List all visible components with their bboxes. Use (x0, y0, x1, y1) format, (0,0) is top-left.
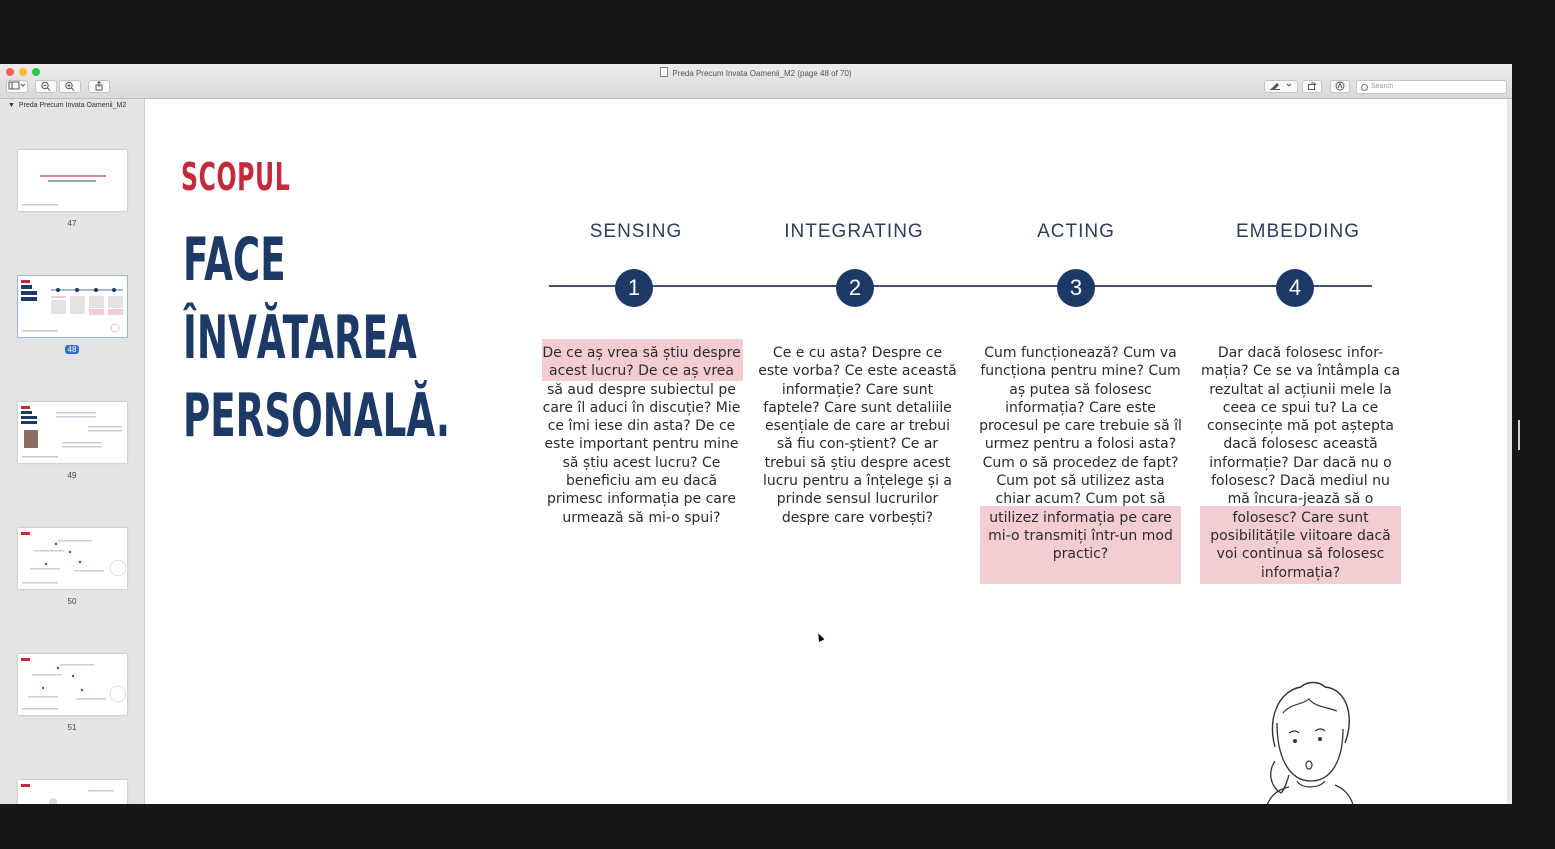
page-thumbnail-51[interactable] (18, 654, 127, 715)
thumbnail-preview (18, 780, 127, 804)
timeline-line (549, 285, 1372, 287)
markup-pen-button[interactable] (1264, 80, 1298, 93)
stage-text-acting: Cum funcționează? Cum va funcționa pentru mine? Cum aș putea să folosesc informația? Care este procesul pe care trebuie să îl urmez pentru a folosi asta? Cum o să procedez de fapt? Cum pot să utilizez asta chiar acum? Cum pot să utilizez informația pe care mi-o transmiți într-un mod practic? (979, 345, 1182, 563)
sidebar-document-header[interactable]: ▼ Preda Precum Invata Oamenii_M2 (8, 102, 127, 109)
page-label-47: 47 (67, 219, 77, 228)
search-icon (1361, 84, 1368, 91)
window-title: Preda Precum Invata Oamenii_M2 (page 48 of 70) (0, 67, 1512, 78)
thumbnail-preview (18, 402, 127, 463)
screen-edge-handle (1518, 420, 1520, 450)
rotate-button[interactable] (1302, 80, 1322, 93)
thumbnail-preview (18, 150, 127, 211)
page-label-50: 50 (67, 597, 77, 606)
sidebar-toggle-button[interactable] (6, 80, 28, 93)
thinking-person-illustration (1257, 677, 1357, 804)
rotate-icon (1307, 81, 1317, 91)
stage-number-4: 4 (1276, 269, 1314, 307)
stage-text-integrating: Ce e cu asta? Despre ce este vorba? Ce este această informație? Care sunt faptele? Care sunt detaliile esențiale de care ar trebui să fiu con-știent? Ce ar trebui să știu despre acest lucru pentru a înțelege și a prinde sensul lucrurilor despre care vorbești? (758, 345, 957, 526)
stage-title-integrating: INTEGRATING (784, 221, 924, 242)
page-label-48: 48 (0, 345, 144, 354)
stage-number-1: 1 (615, 269, 653, 307)
thumbnail-sidebar (0, 99, 145, 804)
page-thumbnail-49[interactable] (18, 402, 127, 463)
preview-window (0, 64, 1512, 804)
stage-title-embedding: EMBEDDING (1235, 221, 1361, 242)
document-icon (660, 67, 668, 77)
thumbnail-preview (18, 276, 127, 337)
pen-icon (1267, 81, 1295, 90)
slide-kicker: SCOPUL (181, 155, 291, 199)
stage-title-acting: ACTING (1037, 221, 1115, 242)
share-icon (94, 81, 104, 91)
zoom-in-icon (64, 81, 76, 91)
title-bar (0, 64, 1512, 99)
zoom-out-icon (40, 81, 52, 91)
slide-headline: FACE ÎNVĂTAREA PERSONALĂ. (183, 225, 450, 451)
zoom-out-button[interactable] (35, 80, 57, 93)
pdf-page (145, 99, 1507, 804)
markup-toolbar-icon (1335, 81, 1345, 91)
page-label-49: 49 (67, 471, 77, 480)
page-thumbnail-47[interactable] (18, 150, 127, 211)
page-thumbnail-52[interactable] (18, 780, 127, 804)
stage-text-embedding: Dar dacă folosesc infor-mația? Ce se va întâmpla ca rezultat al acțiunii mele la ceea ce spui tu? La ce consecințe mă pot aștepta dacă folosesc această informație? Dar dacă nu o folosesc? Dacă mediul nu mă încura-jează să o folosesc? Care sunt posibilitățile viitoare dacă voi continua să folosesc informația? (1200, 345, 1401, 581)
page-thumbnail-48[interactable] (18, 276, 127, 337)
stage-text-sensing: De ce aș vrea să știu despre acest lucru? De ce aș vrea să aud despre subiectul pe care îl aduci în discuție? Mie ce îmi iese din asta? De ce este important pentru mine să știu acest lucru? Ce beneficiu am eu dacă primesc informația pe care urmează să mi-o spui? (542, 345, 741, 526)
sidebar-icon (8, 81, 26, 90)
page-label-51: 51 (67, 723, 77, 732)
disclosure-triangle-icon[interactable]: ▼ (8, 102, 15, 109)
annotate-button[interactable] (1330, 80, 1350, 93)
thumbnail-preview (18, 528, 127, 589)
share-button[interactable] (88, 80, 110, 93)
zoom-in-button[interactable] (59, 80, 81, 93)
mouse-cursor (816, 632, 825, 642)
thumbnail-preview (18, 654, 127, 715)
stage-number-3: 3 (1057, 269, 1095, 307)
search-field[interactable]: Search (1356, 80, 1507, 94)
page-thumbnail-50[interactable] (18, 528, 127, 589)
stage-title-sensing: SENSING (589, 221, 683, 242)
stage-number-2: 2 (836, 269, 874, 307)
